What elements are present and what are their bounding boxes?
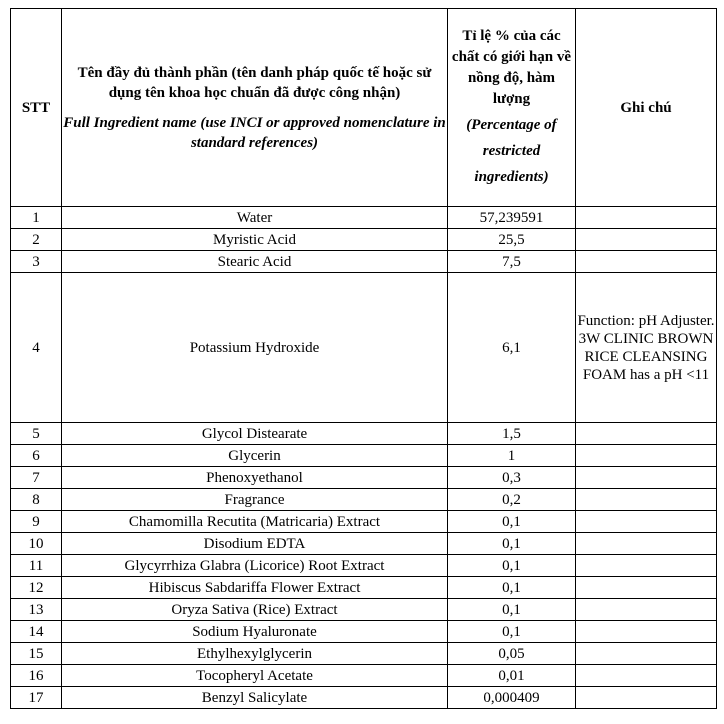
table-row (11, 687, 717, 709)
header-pct-vi: Tỉ lệ % của các chất có giới hạn về nồng độ, hàm lượng (451, 27, 572, 107)
row-stt: 11 (11, 555, 62, 577)
row-ingredient-name: Oryza Sativa (Rice) Extract (62, 599, 448, 621)
row-stt: 15 (11, 643, 62, 665)
row-percentage: 0,1 (448, 511, 576, 533)
row-note (576, 599, 717, 621)
row-stt: 3 (11, 251, 62, 273)
row-percentage: 25,5 (448, 229, 576, 251)
row-note (576, 423, 717, 445)
header-ingredient-name (62, 9, 448, 207)
row-ingredient-name: Glycerin (62, 445, 448, 467)
row-stt: 5 (11, 423, 62, 445)
table-row (11, 665, 717, 687)
row-ingredient-name: Glycol Distearate (62, 423, 448, 445)
row-note (576, 251, 717, 273)
row-note (576, 533, 717, 555)
row-percentage: 0,1 (448, 577, 576, 599)
table-row (11, 273, 717, 423)
row-percentage: 1 (448, 445, 576, 467)
row-ingredient-name: Sodium Hyaluronate (62, 621, 448, 643)
row-stt: 12 (11, 577, 62, 599)
row-stt: 9 (11, 511, 62, 533)
header-pct-en: (Percentage of restricted ingredients) (466, 116, 557, 185)
table-row (11, 599, 717, 621)
row-percentage: 0,1 (448, 599, 576, 621)
ingredients-table (10, 8, 717, 709)
table-row (11, 555, 717, 577)
row-percentage: 0,05 (448, 643, 576, 665)
header-name-en: Full Ingredient name (use INCI or approved nomenclature in standard references) (63, 114, 446, 151)
row-percentage: 0,1 (448, 555, 576, 577)
table-row (11, 207, 717, 229)
row-note (576, 229, 717, 251)
row-ingredient-name: Benzyl Salicylate (62, 687, 448, 709)
table-row (11, 229, 717, 251)
row-ingredient-name: Water (62, 207, 448, 229)
row-note (576, 207, 717, 229)
table-row (11, 467, 717, 489)
row-note (576, 621, 717, 643)
row-stt: 6 (11, 445, 62, 467)
row-stt: 4 (11, 273, 62, 423)
row-ingredient-name: Fragrance (62, 489, 448, 511)
row-ingredient-name: Stearic Acid (62, 251, 448, 273)
row-ingredient-name: Disodium EDTA (62, 533, 448, 555)
row-note (576, 467, 717, 489)
row-stt: 1 (11, 207, 62, 229)
row-ingredient-name: Phenoxyethanol (62, 467, 448, 489)
row-percentage: 0,2 (448, 489, 576, 511)
header-name-vi: Tên đầy đủ thành phần (tên danh pháp quốc tế hoặc sử dụng tên khoa học chuẩn đã được công nhận) (77, 64, 432, 101)
row-stt: 7 (11, 467, 62, 489)
row-note (576, 489, 717, 511)
row-ingredient-name: Myristic Acid (62, 229, 448, 251)
row-note (576, 511, 717, 533)
row-note (576, 665, 717, 687)
row-percentage: 0,1 (448, 621, 576, 643)
row-stt: 16 (11, 665, 62, 687)
row-percentage: 0,3 (448, 467, 576, 489)
row-percentage: 6,1 (448, 273, 576, 423)
table-row (11, 511, 717, 533)
row-stt: 17 (11, 687, 62, 709)
row-note (576, 445, 717, 467)
row-ingredient-name: Glycyrrhiza Glabra (Licorice) Root Extract (62, 555, 448, 577)
row-note (576, 555, 717, 577)
table-row (11, 643, 717, 665)
row-stt: 10 (11, 533, 62, 555)
row-ingredient-name: Hibiscus Sabdariffa Flower Extract (62, 577, 448, 599)
row-percentage: 7,5 (448, 251, 576, 273)
row-percentage: 0,01 (448, 665, 576, 687)
row-ingredient-name: Chamomilla Recutita (Matricaria) Extract (62, 511, 448, 533)
table-row (11, 445, 717, 467)
header-stt: STT (11, 9, 62, 207)
table-row (11, 423, 717, 445)
row-ingredient-name: Tocopheryl Acetate (62, 665, 448, 687)
row-note (576, 687, 717, 709)
table-row (11, 533, 717, 555)
header-row (11, 9, 717, 207)
row-stt: 8 (11, 489, 62, 511)
row-stt: 14 (11, 621, 62, 643)
row-ingredient-name: Ethylhexylglycerin (62, 643, 448, 665)
row-ingredient-name: Potassium Hydroxide (62, 273, 448, 423)
row-note (576, 643, 717, 665)
table-row (11, 251, 717, 273)
row-stt: 2 (11, 229, 62, 251)
row-percentage: 0,1 (448, 533, 576, 555)
table-row (11, 621, 717, 643)
header-percentage (448, 9, 576, 207)
row-percentage: 0,000409 (448, 687, 576, 709)
row-stt: 13 (11, 599, 62, 621)
header-note: Ghi chú (576, 9, 717, 207)
row-note (576, 577, 717, 599)
table-row (11, 577, 717, 599)
row-percentage: 1,5 (448, 423, 576, 445)
table-row (11, 489, 717, 511)
row-percentage: 57,239591 (448, 207, 576, 229)
row-note: Function: pH Adjuster. 3W CLINIC BROWN RICE CLEANSING FOAM has a pH <11 (576, 273, 717, 423)
